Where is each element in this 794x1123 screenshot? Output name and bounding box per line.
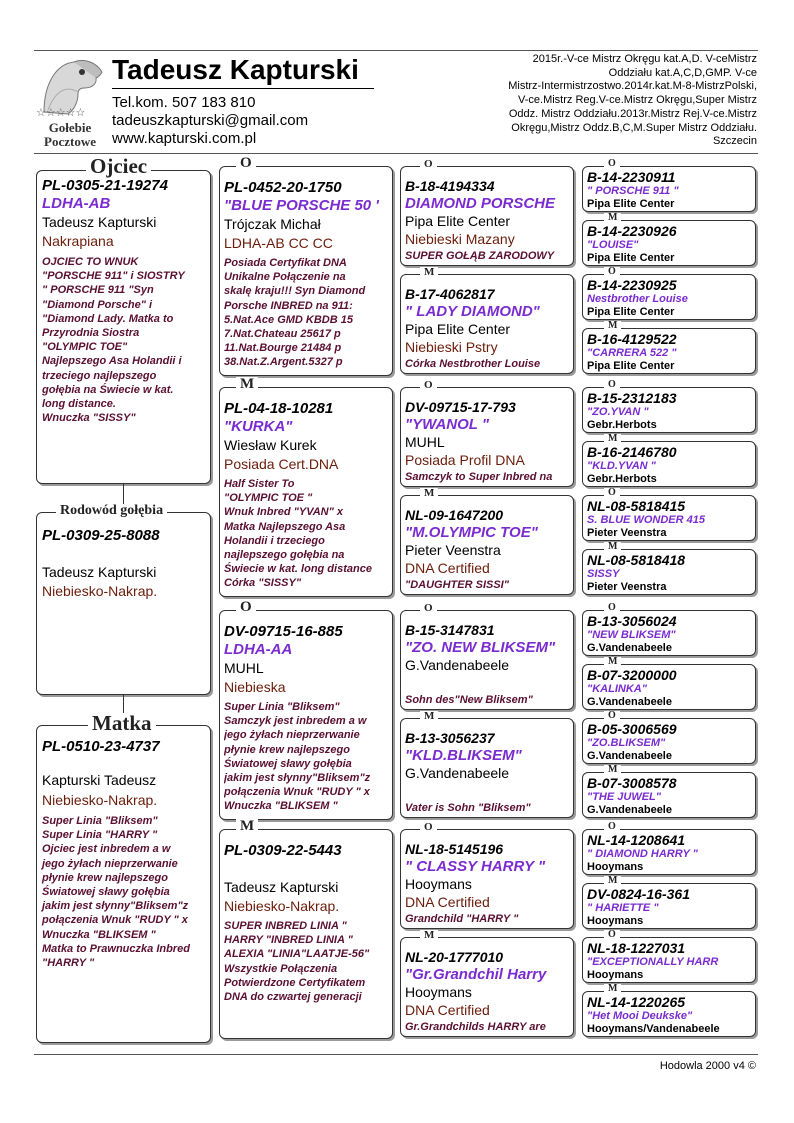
grandparent-description: SUPER INBRED LINIA " HARRY "INBRED LINIA " ALEXIA "LINIA"LAATJE-56" Wszystkie Połączenia Potwierdzone Certyfikatem DNA do czwartej generacji (224, 920, 370, 1004)
ancestor-box (582, 829, 756, 875)
ancestor-strain: " HARIETTE " (587, 902, 659, 914)
great-grandparent-strain: "Gr.Grandchil Harry (405, 966, 547, 983)
grandparent-box (219, 610, 393, 820)
ancestor-box (582, 991, 756, 1037)
great-grandparent-ring: DV-09715-17-793 (405, 399, 516, 415)
ancestor-tag: M (604, 321, 621, 331)
ancestor-strain: "Het Mooi Deukske" (587, 1010, 693, 1022)
ancestor-box (582, 772, 756, 818)
great-grandparent-tag: O (420, 159, 437, 170)
grandparent-box (219, 829, 393, 1039)
name-underline (112, 88, 374, 89)
great-grandparent-description: Grandchild "HARRY " (405, 913, 519, 925)
great-grandparent-color: DNA Certified (405, 894, 490, 910)
grandparent-ring: PL-0309-22-5443 (224, 842, 342, 859)
ancestor-tag: M (604, 542, 621, 552)
ancestor-owner: Pipa Elite Center (587, 252, 675, 264)
ancestor-box (582, 387, 756, 433)
grandparent-color: Niebiesko-Nakrap. (224, 898, 340, 914)
great-grandparent-color: Posiada Profil DNA (405, 452, 525, 468)
ancestor-ring: B-14-2230925 (587, 277, 677, 293)
grandparent-owner: Tadeusz Kapturski (224, 879, 339, 895)
great-grandparent-color: Niebieski Mazany (405, 231, 515, 247)
ancestor-tag: M (604, 765, 621, 775)
grandparent-owner: MUHL (224, 660, 264, 676)
great-grandparent-ring: B-13-3056237 (405, 730, 495, 746)
ancestor-owner: Hooymans (587, 915, 644, 927)
father-label: Ojciec (86, 156, 151, 177)
grandparent-box (219, 387, 393, 597)
ancestor-ring: DV-0824-16-361 (587, 886, 690, 902)
svg-text:☆☆☆☆☆: ☆☆☆☆☆ (36, 106, 86, 118)
ancestor-owner: Gebr.Herbots (587, 473, 657, 485)
ancestor-tag: O (604, 822, 620, 832)
ancestor-owner: Gebr.Herbots (587, 419, 657, 431)
great-grandparent-box (400, 495, 574, 595)
mother-color: Niebiesko-Nakrap. (42, 792, 158, 808)
great-grandparent-tag: O (420, 380, 437, 391)
great-grandparent-owner: Pieter Veenstra (405, 542, 501, 558)
great-grandparent-tag: M (420, 711, 438, 722)
great-grandparent-ring: NL-09-1647200 (405, 507, 504, 523)
great-grandparent-color: DNA Certified (405, 1002, 490, 1018)
ancestor-tag: M (604, 434, 621, 444)
great-grandparent-description: "DAUGHTER SISSI" (405, 579, 509, 591)
ancestor-tag: M (604, 657, 621, 667)
great-grandparent-box (400, 937, 574, 1037)
subject-box (36, 512, 211, 695)
ancestor-ring: B-14-2230911 (587, 169, 676, 185)
ancestor-owner: G.Vandenabeele (587, 750, 672, 762)
ancestor-ring: NL-18-1227031 (587, 940, 686, 956)
ancestor-box (582, 328, 756, 374)
great-grandparent-box (400, 274, 574, 374)
grandparent-owner: Wiesław Kurek (224, 437, 317, 453)
ancestor-strain: S. BLUE WONDER 415 (587, 514, 705, 526)
logo (34, 54, 106, 149)
great-grandparent-box (400, 829, 574, 929)
ancestor-strain: "ZO.YVAN " (587, 406, 649, 418)
logo-line2: Pocztowe (44, 134, 96, 149)
ancestor-tag: O (604, 930, 620, 940)
father-owner: Tadeusz Kapturski (42, 214, 157, 230)
ancestor-ring: B-15-2312183 (587, 390, 677, 406)
ancestor-tag: O (604, 380, 620, 390)
ancestor-ring: NL-14-1208641 (587, 832, 686, 848)
ancestor-box (582, 610, 756, 656)
ancestor-tag: O (604, 159, 620, 169)
ancestor-strain: "THE JUWEL" (587, 791, 661, 803)
ancestor-owner: G.Vandenabeele (587, 696, 672, 708)
great-grandparent-tag: M (420, 930, 438, 941)
mother-box (36, 725, 211, 1043)
great-grandparent-box (400, 610, 574, 710)
ancestor-ring: B-14-2230926 (587, 223, 677, 239)
great-grandparent-owner: Pipa Elite Center (405, 321, 511, 337)
great-grandparent-owner: G.Vandenabeele (405, 765, 510, 781)
subject-label: Rodowód gołębia (56, 504, 167, 518)
email-text: tadeuszkapturski@gmail.com (112, 112, 309, 129)
grandparent-color: Niebieska (224, 679, 286, 695)
great-grandparent-strain: "KLD.BLIKSEM" (405, 747, 522, 764)
ancestor-tag: O (604, 603, 620, 613)
ancestor-strain: "ZO.BLIKSEM" (587, 737, 666, 749)
ancestor-strain: Nestbrother Louise (587, 293, 688, 305)
ancestor-owner: Pipa Elite Center (587, 198, 675, 210)
pigeon-head-icon (34, 54, 106, 118)
ancestor-ring: NL-08-5818415 (587, 498, 686, 514)
ancestor-tag: O (604, 488, 620, 498)
ancestor-strain: " DIAMOND HARRY " (587, 848, 698, 860)
ancestor-tag: M (604, 213, 621, 223)
grandparent-description: Super Linia "Bliksem" Samczyk jest inbredem a w jego żyłach nieprzerwanie płynie krew najlepszego Światowej sławy gołębia jakim jest słynny"Bliksem"z połączenia Wnuk "RUDY " x Wnuczka "BLIKSEM " (224, 701, 371, 813)
ancestor-owner: G.Vandenabeele (587, 804, 672, 816)
ancestor-strain: SISSY (587, 568, 620, 580)
grandparent-box (219, 166, 393, 376)
great-grandparent-description: Córka Nestbrother Louise (405, 358, 541, 370)
great-grandparent-strain: "M.OLYMPIC TOE" (405, 524, 538, 541)
ancestor-owner: G.Vandenabeele (587, 642, 672, 654)
great-grandparent-box (400, 718, 574, 818)
grandparent-strain: "KURKA" (224, 418, 293, 435)
grandparent-description: Posiada Certyfikat DNA Unikalne Połączenie na skalę kraju!!! Syn Diamond Porsche INBRED na 911: 5.Nat.Ace GMD KBDB 15 7.Nat.Chateau 25617 p 11.Nat.Bourge 21484 p 38.Nat.Z.Argent.5327 p (224, 257, 366, 369)
ancestor-box (582, 664, 756, 710)
great-grandparent-color: Niebieski Pstry (405, 339, 498, 355)
great-grandparent-owner: Hooymans (405, 876, 472, 892)
ancestor-owner: Pipa Elite Center (587, 306, 675, 318)
ancestor-strain: "NEW BLIKSEM" (587, 629, 676, 641)
great-grandparent-tag: M (420, 267, 438, 278)
great-grandparent-box (400, 166, 574, 266)
father-strain: LDHA-AB (42, 195, 111, 212)
ancestor-owner: Hooymans/Vandenabeele (587, 1023, 720, 1035)
great-grandparent-description: SUPER GOŁĄB ZARODOWY (405, 250, 555, 262)
great-grandparent-box (400, 387, 574, 487)
footer-rule (34, 1054, 758, 1055)
ancestor-box (582, 495, 756, 541)
grandparent-owner: Trójczak Michał (224, 216, 321, 232)
grandparent-description: Half Sister To "OLYMPIC TOE " Wnuk Inbred "YVAN" x Matka Najlepszego Asa Holandii i trzeciego najlepszego gołębia na Świecie w kat. long distance Córka "SISSY" (224, 478, 372, 590)
great-grandparent-strain: "YWANOL " (405, 416, 489, 433)
grandparent-tag: O (236, 156, 256, 171)
subject-ring: PL-0309-25-8088 (42, 527, 160, 544)
ancestor-strain: "KALINKA" (587, 683, 647, 695)
grandparent-tag: M (236, 377, 258, 392)
ancestor-owner: Pieter Veenstra (587, 527, 667, 539)
great-grandparent-strain: " LADY DIAMOND" (405, 303, 540, 320)
ancestor-box (582, 220, 756, 266)
ancestor-ring: B-07-3008578 (587, 775, 677, 791)
great-grandparent-owner: Pipa Elite Center (405, 213, 511, 229)
ancestor-strain: "EXCEPTIONALLY HARR (587, 956, 719, 968)
ancestor-ring: NL-14-1220265 (587, 994, 686, 1010)
grandparent-tag: O (236, 600, 256, 615)
ancestor-box (582, 883, 756, 929)
great-grandparent-description: Vater is Sohn "Bliksem" (405, 802, 531, 814)
ancestor-ring: B-16-2146780 (587, 444, 677, 460)
ancestor-ring: B-13-3056024 (587, 613, 677, 629)
grandparent-strain: LDHA-AA (224, 641, 293, 658)
grandparent-color: Posiada Cert.DNA (224, 456, 339, 472)
ancestor-ring: B-07-3200000 (587, 667, 677, 683)
great-grandparent-description: Sohn des"New Bliksem" (405, 694, 533, 706)
great-grandparent-strain: " CLASSY HARRY " (405, 858, 546, 875)
ancestor-box (582, 937, 756, 983)
grandparent-ring: PL-04-18-10281 (224, 400, 334, 417)
great-grandparent-ring: B-17-4062817 (405, 286, 495, 302)
father-color: Nakrapiana (42, 233, 114, 249)
great-grandparent-tag: O (420, 603, 437, 614)
ancestor-owner: Hooymans (587, 861, 644, 873)
ancestor-strain: "KLD.YVAN " (587, 460, 656, 472)
grandparent-tag: M (236, 819, 258, 834)
ancestor-owner: Pieter Veenstra (587, 581, 667, 593)
breeder-name: Tadeusz Kapturski (112, 54, 359, 85)
mother-label: Matka (88, 713, 156, 734)
grandparent-color: LDHA-AB CC CC (224, 235, 333, 251)
subject-owner: Tadeusz Kapturski (42, 564, 157, 580)
ancestor-strain: " PORSCHE 911 " (587, 185, 679, 197)
ancestor-owner: Hooymans (587, 969, 644, 981)
grandparent-ring: PL-0452-20-1750 (224, 179, 342, 196)
subject-color: Niebiesko-Nakrap. (42, 583, 158, 599)
grandparent-strain: "BLUE PORSCHE 50 ' (224, 197, 379, 214)
ancestor-box (582, 549, 756, 595)
website-link[interactable]: www.kapturski.com.pl (112, 130, 257, 147)
header-top-rule (34, 50, 758, 51)
logo-line1: Gołebie (48, 120, 92, 135)
ancestor-tag: M (604, 876, 621, 886)
great-grandparent-strain: "ZO. NEW BLIKSEM" (405, 639, 556, 656)
great-grandparent-ring: B-18-4194334 (405, 178, 495, 194)
great-grandparent-ring: NL-18-5145196 (405, 841, 504, 857)
great-grandparent-tag: O (420, 822, 437, 833)
ancestor-ring: B-16-4129522 (587, 331, 677, 347)
ancestor-ring: NL-08-5818418 (587, 552, 686, 568)
great-grandparent-owner: G.Vandenabeele (405, 657, 510, 673)
ancestor-box (582, 718, 756, 764)
phone-text: Tel.kom. 507 183 810 (112, 94, 256, 111)
great-grandparent-color: DNA Certified (405, 560, 490, 576)
great-grandparent-description: Samczyk to Super Inbred na (405, 471, 553, 483)
ancestor-tag: M (604, 984, 621, 994)
great-grandparent-tag: M (420, 488, 438, 499)
father-ring: PL-0305-21-19274 (42, 177, 168, 194)
ancestor-tag: O (604, 267, 620, 277)
ancestor-strain: "LOUISE" (587, 239, 639, 251)
father-description: OJCIEC TO WNUK "PORSCHE 911" i SIOSTRY " PORSCHE 911 "Syn "Diamond Porsche" i "Diamond Lady. Matka to Przyrodnia Siostra "OLYMPIC TOE" Najlepszego Asa Holandii i trzeciego najlepszego gołębia na Świecie w kat. long distance. Wnuczka "SISSY" (42, 256, 185, 425)
ancestor-tag: O (604, 711, 620, 721)
ancestor-box (582, 274, 756, 320)
achievements-text: 2015r.-V-ce Mistrz Okręgu kat.A,D. V-ceMistrz Oddziału kat.A,C,D,GMP. V-ce Mistrz-Intermistrzostwo.2014r.kat.M-8-MistrzPolski, V-ce.Mistrz Reg.V-ce.Mistrz Okręgu,Super Mistrz Oddz. Mistrz Oddziału.2013r.Mistrz Rej.V-ce.Mistrz Okręgu,Mistrz Oddz.B,C,M.Super Mistrz Oddziału. Szczecin (508, 53, 757, 148)
mother-description: Super Linia "Bliksem" Super Linia "HARRY " Ojciec jest inbredem a w jego żyłach nieprzerwanie płynie krew najlepszego Światowej sławy gołębia jakim jest słynny"Bliksem"z połączenia Wnuk "RUDY " x Wnuczka "BLIKSEM " Matka to Prawnuczka Inbred "HARRY " (42, 815, 190, 970)
great-grandparent-owner: Hooymans (405, 984, 472, 1000)
great-grandparent-description: Gr.Grandchilds HARRY are (405, 1021, 546, 1033)
mother-owner: Kapturski Tadeusz (42, 772, 157, 788)
father-box (36, 170, 211, 484)
great-grandparent-ring: B-15-3147831 (405, 622, 495, 638)
ancestor-ring: B-05-3006569 (587, 721, 677, 737)
footer-text: Hodowla 2000 v4 © (659, 1060, 756, 1072)
great-grandparent-owner: MUHL (405, 434, 445, 450)
great-grandparent-ring: NL-20-1777010 (405, 949, 504, 965)
grandparent-ring: DV-09715-16-885 (224, 623, 343, 640)
great-grandparent-strain: DIAMOND PORSCHE (405, 195, 556, 212)
ancestor-strain: "CARRERA 522 " (587, 347, 677, 359)
ancestor-box (582, 166, 756, 212)
ancestor-owner: Pipa Elite Center (587, 360, 675, 372)
ancestor-box (582, 441, 756, 487)
mother-ring: PL-0510-23-4737 (42, 738, 160, 755)
